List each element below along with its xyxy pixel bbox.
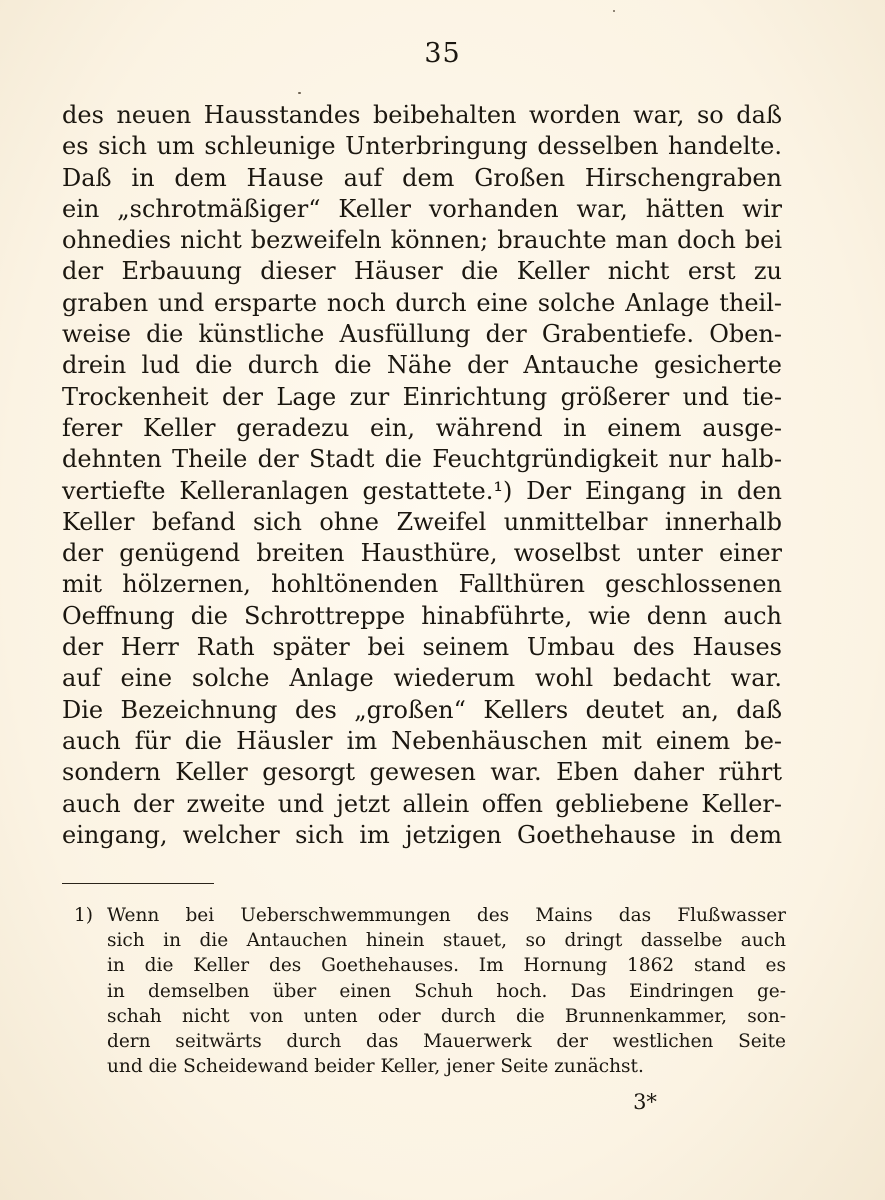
body-line: Keller befand sich ohne Zweifel unmittelbar innerhalb [62,507,782,536]
body-line: ferer Keller geradezu ein, während in einem ausge- [62,413,782,442]
body-line: vertiefte Kelleranlagen gestattete.¹) Der Eingang in den [62,476,782,505]
body-line: auch der zweite und jetzt allein offen gebliebene Keller- [62,789,782,818]
footnote-line: in demselben über einen Schuh hoch. Das Eindringen ge- [107,980,786,1002]
footnote-line: schah nicht von unten oder durch die Brunnenkammer, son- [107,1005,786,1027]
signature-mark: 3* [633,1090,657,1114]
body-text [62,100,782,851]
body-line: sondern Keller gesorgt gewesen war. Eben daher rührt [62,758,782,787]
paper-speck [298,92,301,94]
footnote-line: dern seitwärts durch das Mauerwerk der westlichen Seite [107,1030,786,1052]
body-line: auf eine solche Anlage wiederum wohl bedacht war. [62,664,782,693]
body-line: graben und ersparte noch durch eine solche Anlage theil- [62,288,782,317]
body-line: dehnten Theile der Stadt die Feuchtgründigkeit nur halb- [62,445,782,474]
body-line: Die Bezeichnung des „großen“ Kellers deutet an, daß [62,695,782,724]
body-line: eingang, welcher sich im jetzigen Goethehause in dem [62,820,782,849]
footnote-separator [62,883,214,884]
body-line: drein lud die durch die Nähe der Antauche gesicherte [62,351,782,380]
footnote-line-first [74,903,786,928]
footnote-line: sich in die Antauchen hinein stauet, so dringt dasselbe auch [107,930,786,952]
body-line: Trockenheit der Lage zur Einrichtung größerer und tie- [62,382,782,411]
footnote-line: und die Scheidewand beider Keller, jener Seite zunächst. [107,1056,644,1078]
body-line: der Herr Rath später bei seinem Umbau des Hauses [62,633,782,662]
footnote-text: Wenn bei Ueberschwemmungen des Mains das Flußwasser [107,905,786,926]
body-line: auch für die Häusler im Nebenhäuschen mit einem be- [62,726,782,755]
footnote-line: in die Keller des Goethehauses. Im Hornung 1862 stand es [107,955,786,977]
body-line: der genügend breiten Hausthüre, woselbst unter einer [62,539,782,568]
body-line: Oeffnung die Schrottreppe hinabführte, wie denn auch [62,601,782,630]
body-line: mit hölzernen, hohltönenden Fallthüren geschlossenen [62,570,782,599]
body-line: weise die künstliche Ausfüllung der Grabentiefe. Oben- [62,320,782,349]
body-line: ohnedies nicht bezweifeln können; brauchte man doch bei [62,226,782,255]
footnote [74,903,786,1079]
page-number: 35 [424,38,461,69]
footnote-marker: 1) [74,905,93,926]
body-line: der Erbauung dieser Häuser die Keller nicht erst zu [62,257,782,286]
body-line: des neuen Hausstandes beibehalten worden war, so daß [62,101,782,129]
paper-speck [613,10,615,12]
body-line: Daß in dem Hause auf dem Großen Hirschengraben [62,163,782,192]
body-line: ein „schrotmäßiger“ Keller vorhanden war, hätten wir [62,194,782,223]
body-line: es sich um schleunige Unterbringung desselben handelte. [62,132,782,161]
